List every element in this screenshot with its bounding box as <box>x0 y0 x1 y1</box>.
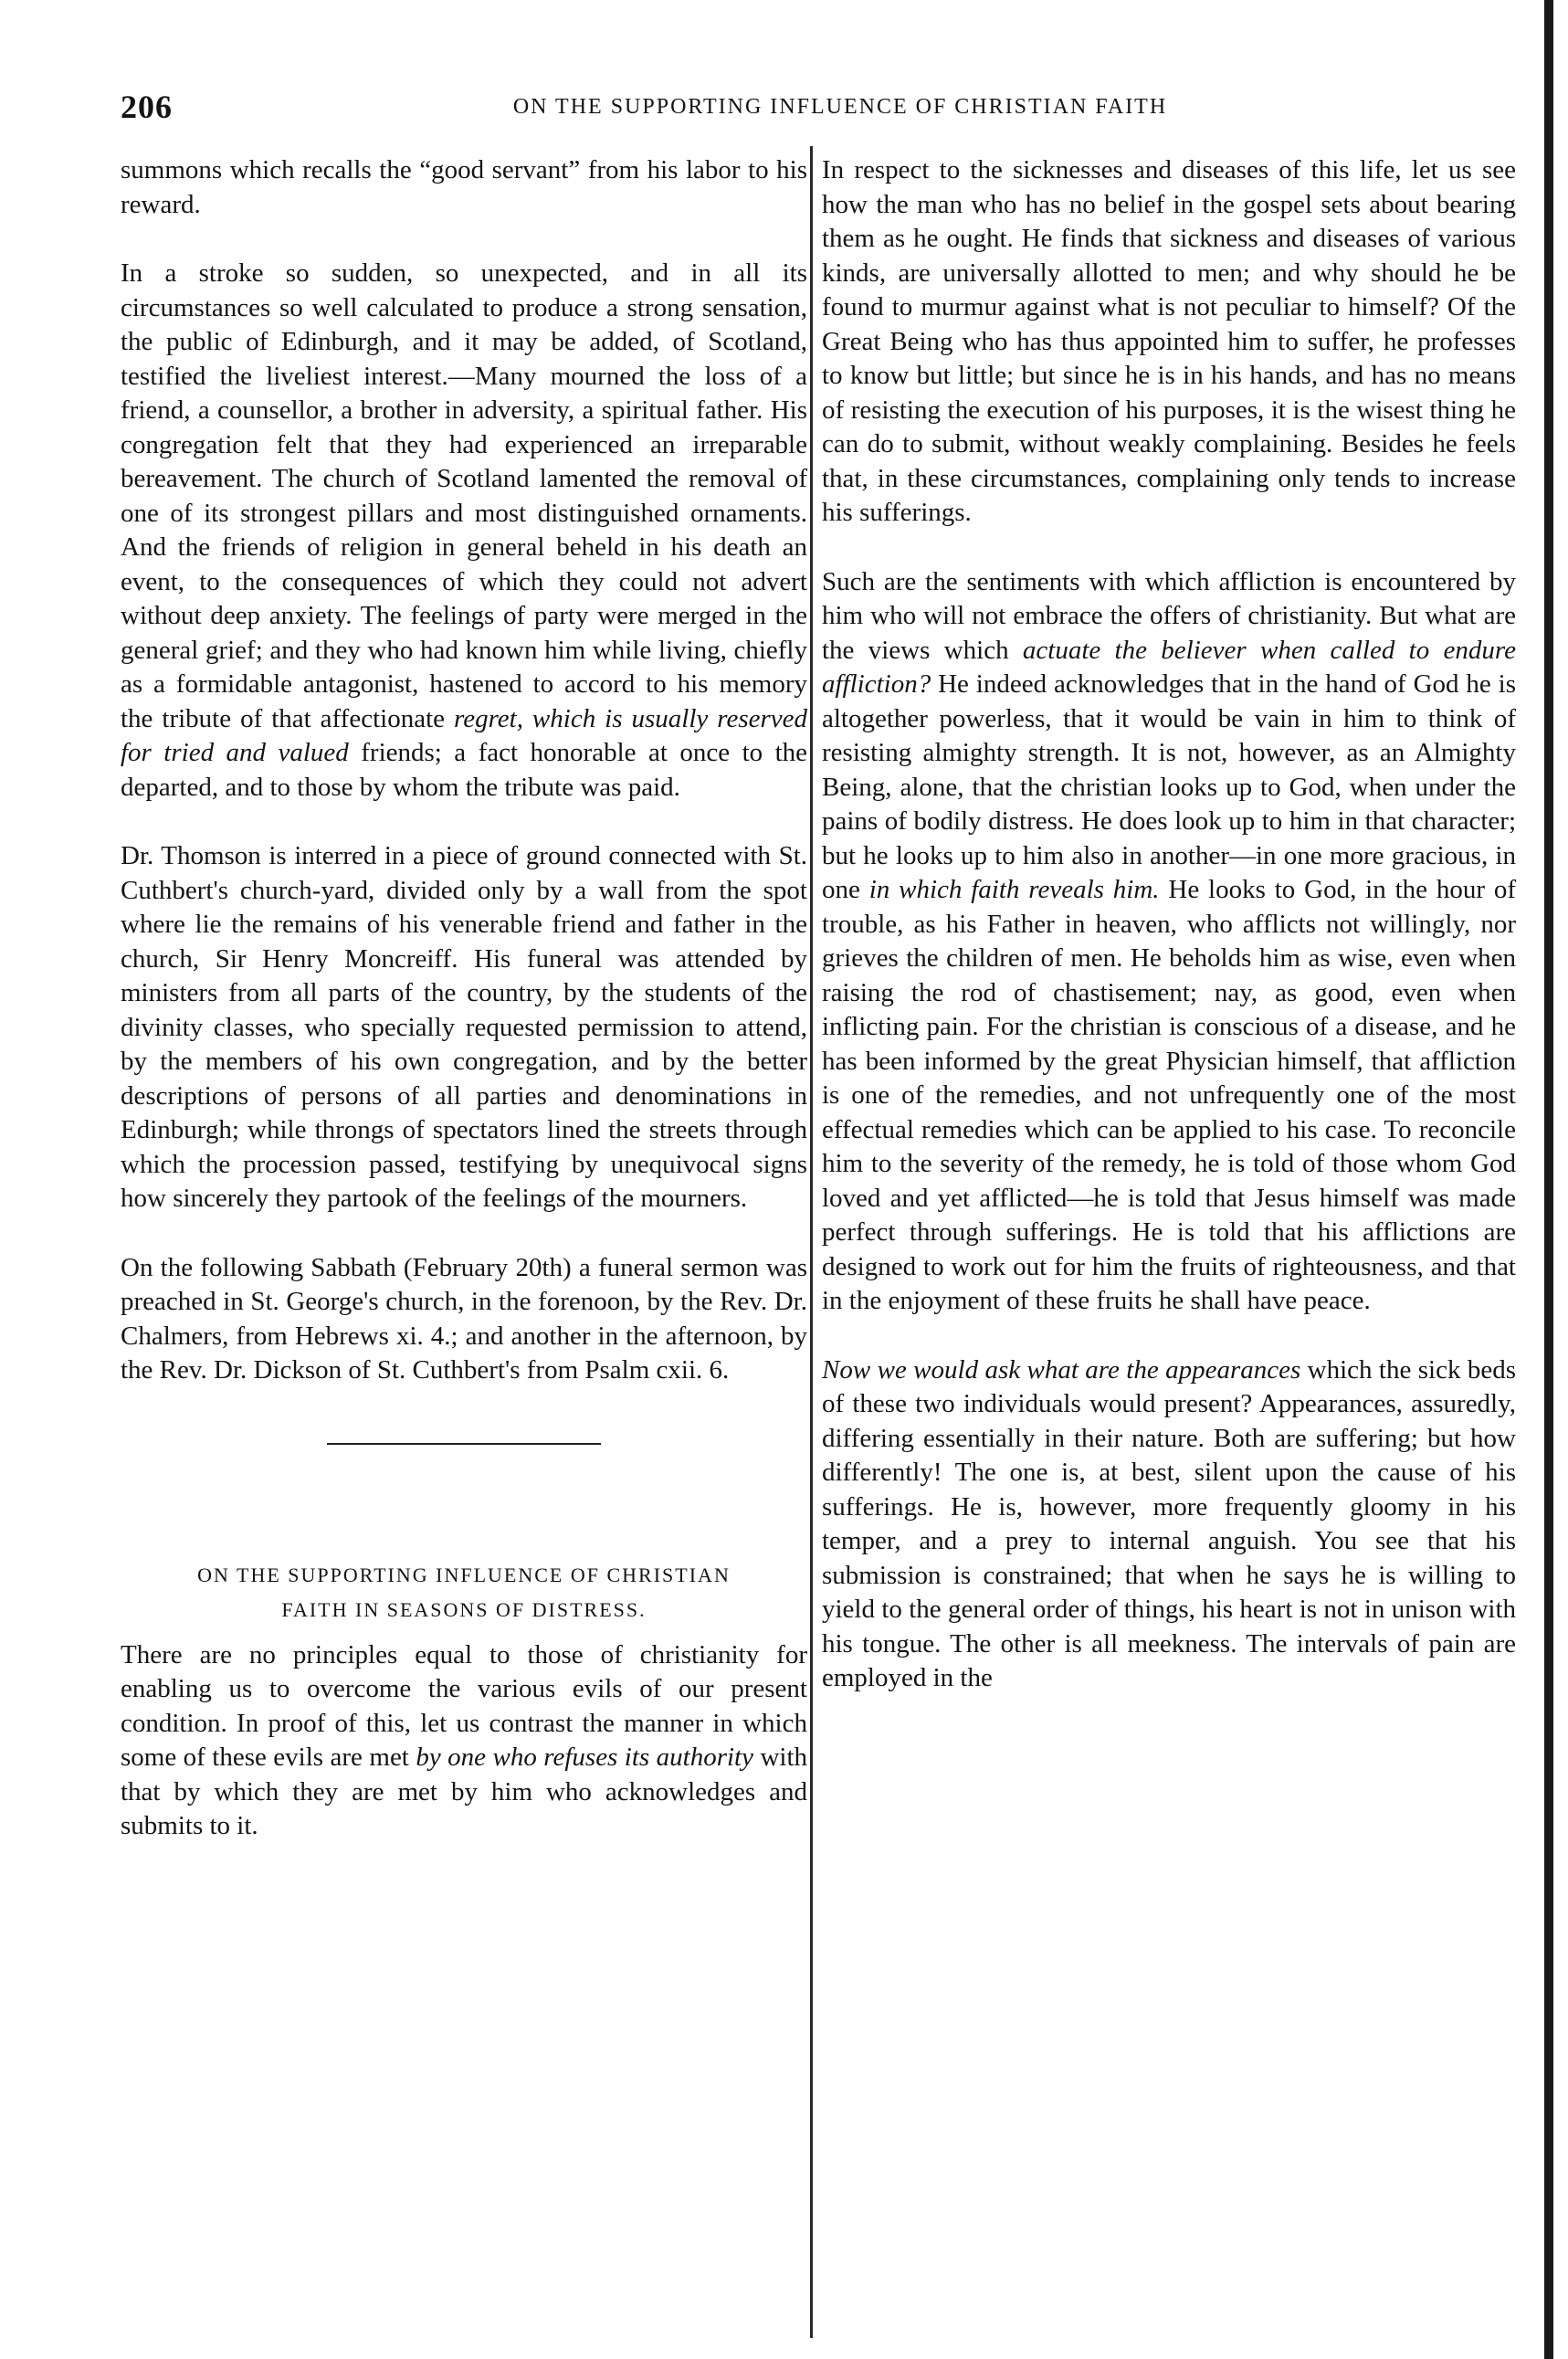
paragraph <box>121 839 807 1216</box>
paragraph-text: summons which recalls the “good servant” from his labor to his reward. <box>121 155 807 219</box>
paragraph <box>822 1353 1516 1696</box>
left-column <box>121 153 807 1869</box>
paragraph-text: Such are the sentiments with which affliction is encountered by him who will not embrace the offers of christianity. But what are the views which <box>822 566 1516 665</box>
running-head: ON THE SUPPORTING INFLUENCE OF CHRISTIAN FAITH <box>512 95 1168 119</box>
article-title <box>121 1558 807 1627</box>
article-title-line: ON THE SUPPORTING INFLUENCE OF CHRISTIAN <box>197 1563 731 1586</box>
italic-text: actuate the believer when called to endure affliction? <box>822 635 1516 699</box>
italic-text: regret, which is usually reserved for tried and valued <box>121 703 808 767</box>
paragraph <box>121 153 807 222</box>
paragraph-text: He looks to God, in the hour of trouble, as his Father in heaven, who afflicts not willingly, nor grieves the children of men. He beholds him as wise, even when raising the rod of chastisement; nay, as good, even when inflicting pain. For the christian is conscious of a disease, and he has been informed by the great Physician himself, that affliction is one of the remedies, and not unfrequently one of the most effectual remedies which can be applied to his case. To reconcile him to the severity of the remedy, he is told of those whom God loved and yet afflicted—he is told that Jesus himself was made perfect through sufferings. He is told that his afflictions are designed to work out for him the fruits of righteousness, and that in the enjoyment of these fruits he shall have peace. <box>822 875 1517 1315</box>
paragraph-text: with that by which they are met by him who acknowledges and submits to it. <box>121 1743 807 1840</box>
section-separator <box>327 1443 601 1445</box>
paragraph <box>121 1638 807 1844</box>
article-title-line: FAITH IN SEASONS OF DISTRESS. <box>281 1597 647 1621</box>
column-divider <box>810 146 813 2338</box>
paragraph-text: On the following Sabbath (February 20th) a funeral sermon was preached in St. George's church, in the forenoon, by the Rev. Dr. Chalmers, from Hebrews xi. 4.; and another in the afternoon, by the Rev. Dr. Dickson of St. Cuthbert's from Psalm cxii. 6. <box>121 1252 807 1385</box>
paragraph <box>822 153 1516 531</box>
paragraph-text: friends; a fact honorable at once to the departed, and to those by whom the tribute was paid. <box>121 738 808 802</box>
paragraph-text: which the sick beds of these two individuals would present? Appearances, assuredly, differing essentially in their nature. Both are suffering; but how differently! The one is, at best, silent upon the cause of his sufferings. He is, however, more frequently gloomy in his temper, and a prey to internal anguish. You see that his submission is constrained; that when he says he is willing to yield to the general order of things, his heart is not in unison with his tongue. The other is all meekness. The intervals of pain are employed in the <box>822 1354 1517 1692</box>
italic-text: by one who refuses its authority <box>416 1743 753 1772</box>
paragraph-text: Dr. Thomson is interred in a piece of ground connected with St. Cuthbert's church-yard, divided only by a wall from the spot where lie the remains of his venerable friend and father in the church, Sir Henry Moncreiff. His funeral was attended by ministers from all parts of the country, by the students of the divinity classes, who specially requested permission to attend, by the members of his own congregation, and by the better descriptions of persons of all parties and denominations in Edinburgh; while throngs of spectators lined the streets through which the procession passed, testifying by unequivocal signs how sincerely they partook of the feelings of the mourners. <box>121 841 807 1213</box>
paragraph <box>822 565 1516 1319</box>
page-number: 206 <box>121 89 173 125</box>
right-column <box>822 153 1516 1731</box>
paragraph <box>121 257 807 805</box>
italic-text: in which faith reveals him. <box>868 875 1160 904</box>
page-edge-bar <box>1544 0 1553 2359</box>
paragraph <box>121 1251 807 1388</box>
italic-text: Now we would ask what are the appearances <box>822 1354 1301 1385</box>
paragraph-text: In respect to the sicknesses and diseases of this life, let us see how the man who has no belief in the gospel sets about bearing them as he ought. He finds that sickness and diseases of various kinds, are universally allotted to men; and why should he be found to murmur against what is not peculiar to himself? Of the Great Being who has thus appointed him to suffer, he professes to know but little; but since he is in his hands, and has no means of resisting the execution of his purposes, it is the wisest thing he can do to submit, without weakly complaining. Besides he feels that, in these circumstances, complaining only tends to increase his sufferings. <box>822 155 1516 527</box>
paragraph-text: There are no principles equal to those of christianity for enabling us to overcome the various evils of our present condition. In proof of this, let us contrast the manner in which some of these evils are met <box>121 1639 807 1772</box>
paragraph-text: He indeed acknowledges that in the hand of God he is altogether powerless, that it would be vain in him to think of resisting almighty strength. It is not, however, as an Almighty Being, alone, that the christian looks up to God, when under the pains of bodily distress. He does look up to him in that character; but he looks up to him also in another—in one more gracious, in one <box>822 669 1517 904</box>
paragraph-text: In a stroke so sudden, so unexpected, and in all its circumstances so well calculated to produce a strong sensation, the public of Edinburgh, and it may be added, of Scotland, testified the liveliest interest.—Many mourned the loss of a friend, a counsellor, a brother in adversity, a spiritual father. His congregation felt that they had experienced an irreparable bereavement. The church of Scotland lamented the removal of one of its strongest pillars and most distinguished ornaments. And the friends of religion in general beheld in his death an event, to the consequences of which they could not advert without deep anxiety. The feelings of party were merged in the general grief; and they who had known him while living, chiefly as a formidable antagonist, hastened to accord to his memory the tribute of that affectionate <box>121 258 807 733</box>
